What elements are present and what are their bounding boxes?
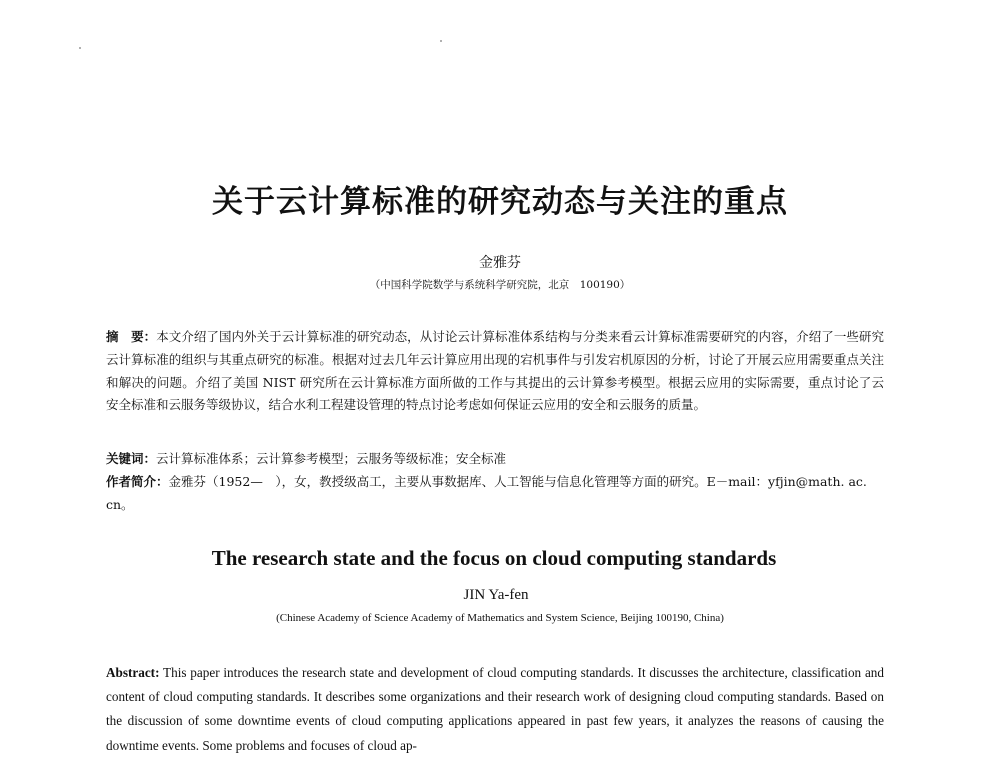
abstract-chinese <box>106 326 884 417</box>
scan-speck <box>440 40 442 42</box>
abstract-text-english: This paper introduces the research state and development of cloud computing standards. It discusses the architecture, classification and content of cloud computing standards. It describes some organizations and their research work of designing cloud computing standards. Based on the discussion of some downtime events of cloud computing applications appeared in past few years, it analyzes the reasons of causing the downtime events. Some problems and focuses of cloud ap- <box>106 665 884 753</box>
scan-speck <box>79 47 81 49</box>
abstract-english <box>106 661 884 758</box>
paper-title-english: The research state and the focus on cloud computing standards <box>211 546 777 570</box>
abstract-label-chinese: 摘 要： <box>106 329 157 344</box>
author-affiliation-chinese: （中国科学院数学与系统科学研究院，北京 100190） <box>369 279 631 291</box>
author-name-chinese: 金雅芬 <box>479 255 521 271</box>
author-bio-label-chinese: 作者简介： <box>106 474 169 489</box>
author-name-english: JIN Ya-fen <box>463 587 529 603</box>
keywords-chinese <box>106 448 884 471</box>
abstract-label-english: Abstract: <box>106 665 160 680</box>
author-bio-text-chinese: 金雅芬（1952— ），女，教授级高工，主要从事数据库、人工智能与信息化管理等方面的研究。E－mail：yfjin@math. ac. cn。 <box>106 474 867 512</box>
author-bio-chinese <box>106 471 884 517</box>
abstract-text-chinese: 本文介绍了国内外关于云计算标准的研究动态，从讨论云计算标准体系结构与分类来看云计算标准需要研究的内容，介绍了一些研究云计算标准的组织与其重点研究的标准。根据对过去几年云计算应用出现的宕机事件与引发宕机原因的分析，讨论了开展云应用需要重点关注和解决的问题。介绍了美国 NIST 研究所在云计算标准方面所做的工作与其提出的云计算参考模型。根据云应用的实际需要，重点讨论了云安全标准和云服务等级协议，结合水利工程建设管理的特点讨论考虑如何保证云应用的安全和云服务的质量。 <box>106 329 884 413</box>
paper-title-chinese: 关于云计算标准的研究动态与关注的重点 <box>212 184 788 220</box>
keywords-text-chinese: 云计算标准体系；云计算参考模型；云服务等级标准；安全标准 <box>156 451 507 466</box>
keywords-label-chinese: 关键词： <box>106 451 157 466</box>
author-affiliation-english: (Chinese Academy of Science Academy of Mathematics and System Science, Beijing 100190, China) <box>276 612 724 624</box>
